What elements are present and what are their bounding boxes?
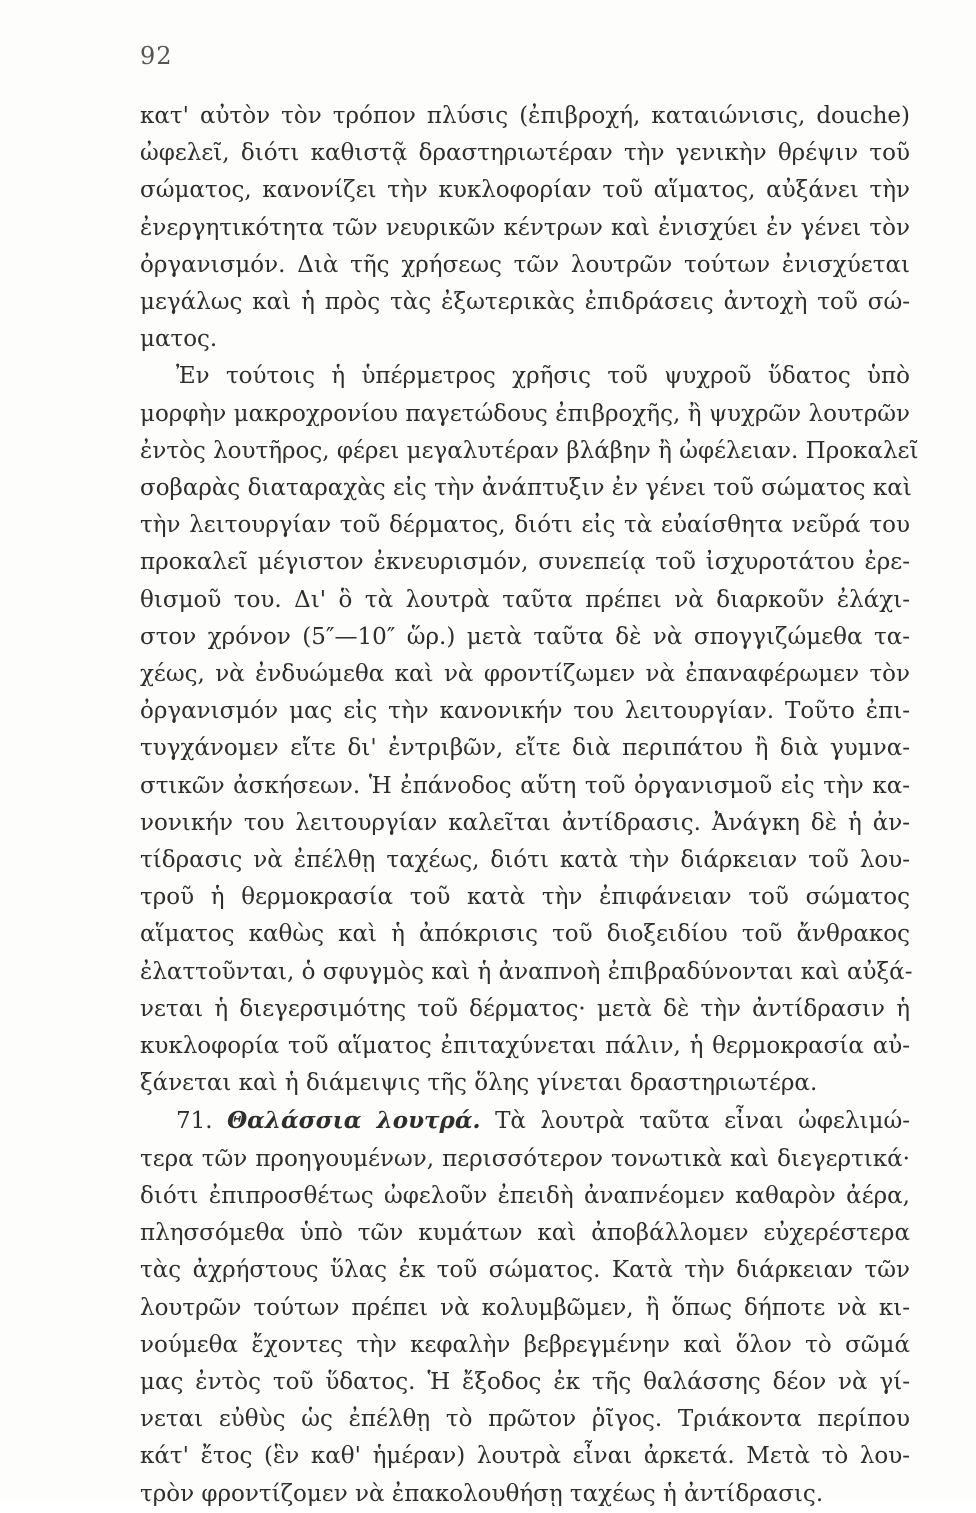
text-line: λουτρῶν τούτων πρέπει νὰ κολυμβῶμεν, ἢ ὅπως δήποτε νὰ κι- — [140, 1294, 910, 1321]
text-line: νούμεθα ἔχοντες τὴν κεφαλὴν βεβρεγμένην καὶ ὅλον τὸ σῶμά — [140, 1331, 910, 1358]
text-line: ἐντὸς λουτῆρος, φέρει μεγαλυτέραν βλάβην ἢ ὠφέλειαν. Προκαλεῖ — [140, 437, 919, 464]
text-line: σώματος, κανονίζει τὴν κυκλοφορίαν τοῦ αἵματος, αὐξάνει τὴν — [140, 177, 910, 204]
section-number: 71. — [176, 1108, 213, 1135]
text-line: θισμοῦ του. Δι' ὃ τὰ λουτρὰ ταῦτα πρέπει νὰ διαρκοῦν ἐλάχι- — [140, 586, 910, 613]
text-line: τροῦ ἡ θερμοκρασία τοῦ κατὰ τὴν ἐπιφάνειαν τοῦ σώματος — [140, 884, 910, 911]
text-line: χέως, νὰ ἐνδυώμεθα καὶ νὰ φροντίζωμεν νὰ ἐπαναφέρωμεν τὸν — [140, 661, 910, 688]
text-line: ἐνεργητικότητα τῶν νευρικῶν κέντρων καὶ ἐνισχύει ἐν γένει τὸν — [140, 214, 910, 241]
text-line: ἐλαττοῦνται, ὁ σφυγμὸς καὶ ἡ ἀναπνοὴ ἐπιβραδύνονται καὶ αὐξά- — [140, 958, 913, 985]
text-line: τίδρασις νὰ ἐπέλθῃ ταχέως, διότι κατὰ τὴν διάρκειαν τοῦ λου- — [140, 847, 910, 874]
text-line: νεται ἡ διεγερσιμότης τοῦ δέρματος· μετὰ δὲ τὴν ἀντίδρασιν ἡ — [140, 995, 910, 1022]
section-heading-rest: Τὰ λουτρὰ ταῦτα εἶναι ὠφελιμώ- — [495, 1108, 911, 1135]
text-line: τὰς ἀχρήστους ὕλας ἐκ τοῦ σώματος. Κατὰ τὴν διάρκειαν τῶν — [140, 1257, 910, 1284]
text-line: ματος. — [140, 326, 218, 353]
section-heading-line — [140, 1102, 910, 1140]
text-line: ὠφελεῖ, διότι καθιστᾷ δραστηριωτέραν τὴν γενικὴν θρέψιν τοῦ — [140, 140, 910, 167]
text-line: μας ἐντὸς τοῦ ὕδατος. Ἡ ἔξοδος ἐκ τῆς θαλάσσης δέον νὰ γί- — [140, 1368, 910, 1395]
text-line: νονικήν του λειτουργίαν καλεῖται ἀντίδρασις. Ἀνάγκη δὲ ἡ ἀν- — [140, 809, 910, 836]
text-line: τυγχάνομεν εἴτε δι' ἐντριβῶν, εἴτε διὰ περιπάτου ἢ διὰ γυμνα- — [140, 735, 910, 762]
body-text — [140, 98, 919, 1513]
text-line: αἵματος καθὼς καὶ ἡ ἀπόκρισις τοῦ διοξειδίου τοῦ ἄνθρακος — [140, 921, 910, 948]
text-line: κατ' αὐτὸν τὸν τρόπον πλύσις (ἐπιβροχή, καταιώνισις, douche) — [140, 103, 910, 129]
text-line: ὀργανισμόν μας εἰς τὴν κανονικήν του λειτουργίαν. Τοῦτο ἐπι- — [140, 698, 910, 725]
text-line: τὴν λειτουργίαν τοῦ δέρματος, διότι εἰς τὰ εὐαίσθητα νεῦρά του — [140, 512, 910, 539]
text-line: ξάνεται καὶ ἡ διάμειψις τῆς ὅλης γίνεται δραστηριωτέρα. — [140, 1070, 818, 1097]
text-line: μορφὴν μακροχρονίου παγετώδους ἐπιβροχῆς, ἢ ψυχρῶν λουτρῶν — [140, 400, 910, 427]
text-line: τερα τῶν προηγουμένων, περισσότερον τονωτικὰ καὶ διεγερτικά· — [140, 1145, 910, 1172]
text-line: διότι ἐπιπροσθέτως ὠφελοῦν ἐπειδὴ ἀναπνέομεν καθαρὸν ἀέρα, — [140, 1182, 910, 1209]
text-line: στικῶν ἀσκήσεων. Ἡ ἐπάνοδος αὕτη τοῦ ὀργανισμοῦ εἰς τὴν κα- — [140, 772, 910, 799]
text-line: νεται εὐθὺς ὡς ἐπέλθῃ τὸ πρῶτον ῥῖγος. Τριάκοντα περίπου — [140, 1406, 910, 1433]
text-line: μεγάλως καὶ ἡ πρὸς τὰς ἐξωτερικὰς ἐπιδράσεις ἀντοχὴ τοῦ σώ- — [140, 289, 910, 316]
text-line: κάτ' ἔτος (ἓν καθ' ἡμέραν) λουτρὰ εἶναι ἀρκετά. Μετὰ τὸ λου- — [140, 1443, 910, 1470]
paragraph-start-line: Ἐν τούτοις ἡ ὑπέρμετρος χρῆσις τοῦ ψυχροῦ ὕδατος ὑπὸ — [176, 363, 910, 390]
text-line: τρὸν φροντίζομεν νὰ ἐπακολουθήσῃ ταχέως ἡ ἀντίδρασις. — [140, 1480, 824, 1507]
text-line: σοβαρὰς διαταραχὰς εἰς τὴν ἀνάπτυξιν ἐν γένει τοῦ σώματος καὶ — [140, 475, 912, 502]
text-line: προκαλεῖ μέγιστον ἐκνευρισμόν, συνεπείᾳ τοῦ ἰσχυροτάτου ἐρε- — [140, 549, 910, 576]
text-line: στον χρόνον (5″—10″ ὥρ.) μετὰ ταῦτα δὲ νὰ σπογγιζώμεθα τα- — [140, 623, 910, 650]
text-line: κυκλοφορία τοῦ αἵματος ἐπιταχύνεται πάλιν, ἡ θερμοκρασία αὐ- — [140, 1033, 910, 1060]
text-line: πλησσόμεθα ὑπὸ τῶν κυμάτων καὶ ἀποβάλλομεν εὐχερέστερα — [140, 1220, 910, 1247]
section-title: Θαλάσσια λουτρά. — [227, 1107, 481, 1135]
page-number: 92 — [140, 42, 173, 70]
text-line: ὀργανισμόν. Διὰ τῆς χρήσεως τῶν λουτρῶν τούτων ἐνισχύεται — [140, 251, 910, 278]
